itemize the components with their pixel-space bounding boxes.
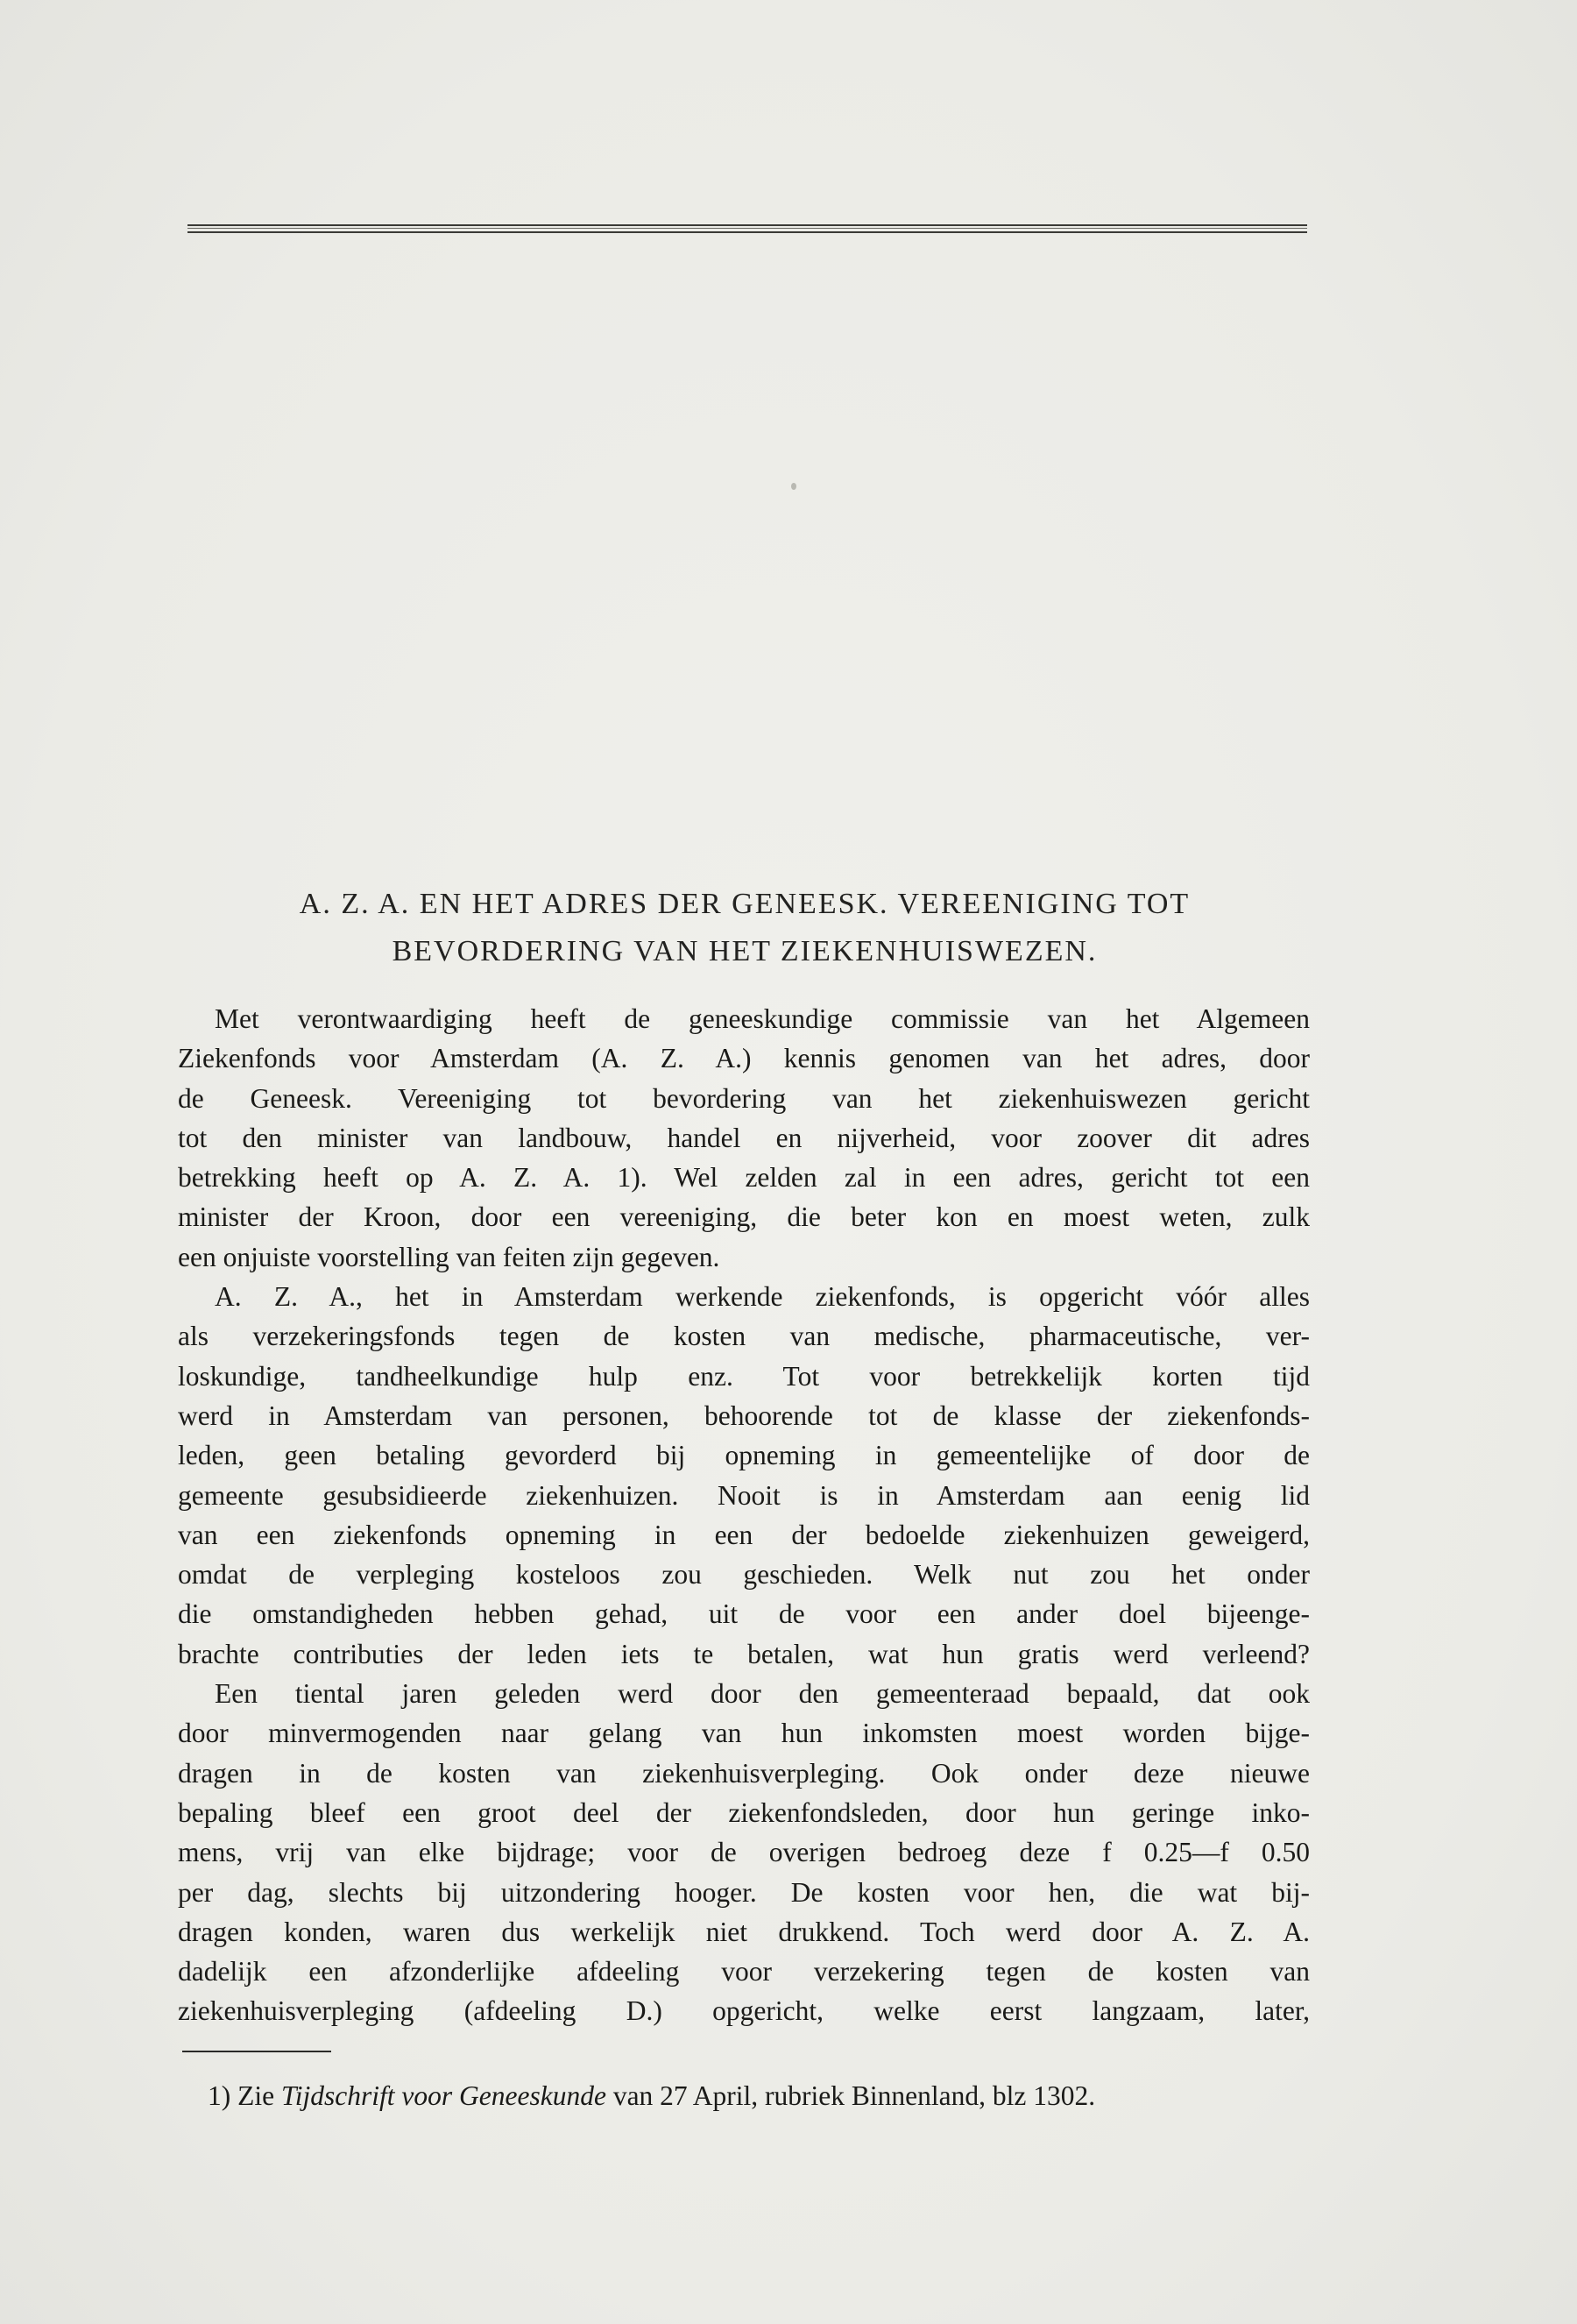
body-line: dadelijk een afzonderlijke afdeeling voor verzekering tegen de kosten van (178, 1956, 1310, 1987)
body-line: de Geneesk. Vereeniging tot bevordering van het ziekenhuiswezen gericht (178, 1082, 1310, 1114)
footnote-journal: Tijdschrift voor Geneeskunde (280, 2080, 606, 2111)
body-line: werd in Amsterdam van personen, behoorende tot de klasse der ziekenfonds- (178, 1399, 1310, 1431)
footnote-reference: van 27 April, rubriek Binnenland, blz 1302. (612, 2080, 1096, 2111)
body-line: bepaling bleef een groot deel der ziekenfondsleden, door hun geringe inko- (178, 1796, 1310, 1828)
body-line: dragen in de kosten van ziekenhuisverpleging. Ook onder deze nieuwe (178, 1757, 1310, 1789)
body-line: als verzekeringsfonds tegen de kosten van medische, pharmaceutische, ver- (178, 1321, 1310, 1352)
body-line: tot den minister van landbouw, handel en nijverheid, voor zoover dit adres (178, 1122, 1310, 1153)
body-line: gemeente gesubsidieerde ziekenhuizen. Nooit is in Amsterdam aan eenig lid (178, 1479, 1310, 1511)
title-line-1: A. Z. A. EN HET ADRES DER GENEESK. VEREENIGING TOT (299, 888, 1191, 920)
title-line-2: BEVORDERING VAN HET ZIEKENHUISWEZEN. (392, 935, 1098, 967)
body-line: dragen konden, waren dus werkelijk niet drukkend. Toch werd door A. Z. A. (178, 1916, 1310, 1947)
article-body (178, 999, 1310, 2031)
body-line: A. Z. A., het in Amsterdam werkende ziekenfonds, is opgericht vóór alles (215, 1281, 1310, 1313)
body-line: Ziekenfonds voor Amsterdam (A. Z. A.) kennis genomen van het adres, door (178, 1043, 1310, 1074)
body-line: Een tiental jaren geleden werd door den gemeenteraad bepaald, dat ook (215, 1678, 1310, 1710)
body-line: een onjuiste voorstelling van feiten zijn gegeven. (178, 1241, 720, 1272)
footnote-separator (182, 2051, 331, 2052)
body-line: minister der Kroon, door een vereeniging, die beter kon en moest weten, zulk (178, 1201, 1310, 1233)
article-title (175, 881, 1314, 975)
footnote-marker: 1) (208, 2080, 231, 2111)
footnote (208, 2077, 1312, 2115)
decorative-double-rule (187, 224, 1307, 233)
body-line: ziekenhuisverpleging (afdeeling D.) opgericht, welke eerst langzaam, later, (178, 1995, 1310, 2027)
body-line: loskundige, tandheelkundige hulp enz. Tot voor betrekkelijk korten tijd (178, 1360, 1310, 1392)
body-line: mens, vrij van elke bijdrage; voor de overigen bedroeg deze f 0.25—f 0.50 (178, 1837, 1310, 1868)
body-line: per dag, slechts bij uitzondering hooger. De kosten voor hen, die wat bij- (178, 1876, 1310, 1908)
footnote-zie: Zie (237, 2080, 275, 2111)
body-line: van een ziekenfonds opneming in een der bedoelde ziekenhuizen geweigerd, (178, 1519, 1310, 1550)
body-line: door minvermogenden naar gelang van hun inkomsten moest worden bijge- (178, 1718, 1310, 1749)
body-line: Met verontwaardiging heeft de geneeskundige commissie van het Algemeen (215, 1003, 1310, 1034)
body-line: omdat de verpleging kosteloos zou geschieden. Welk nut zou het onder (178, 1559, 1310, 1591)
body-line: betrekking heeft op A. Z. A. 1). Wel zelden zal in een adres, gericht tot een (178, 1162, 1310, 1194)
body-line: brachte contributies der leden iets te betalen, wat hun gratis werd verleend? (178, 1638, 1310, 1669)
body-line: die omstandigheden hebben gehad, uit de voor een ander doel bijeenge- (178, 1598, 1310, 1630)
body-line: leden, geen betaling gevorderd bij opneming in gemeentelijke of door de (178, 1440, 1310, 1471)
paper-speck (791, 483, 796, 490)
